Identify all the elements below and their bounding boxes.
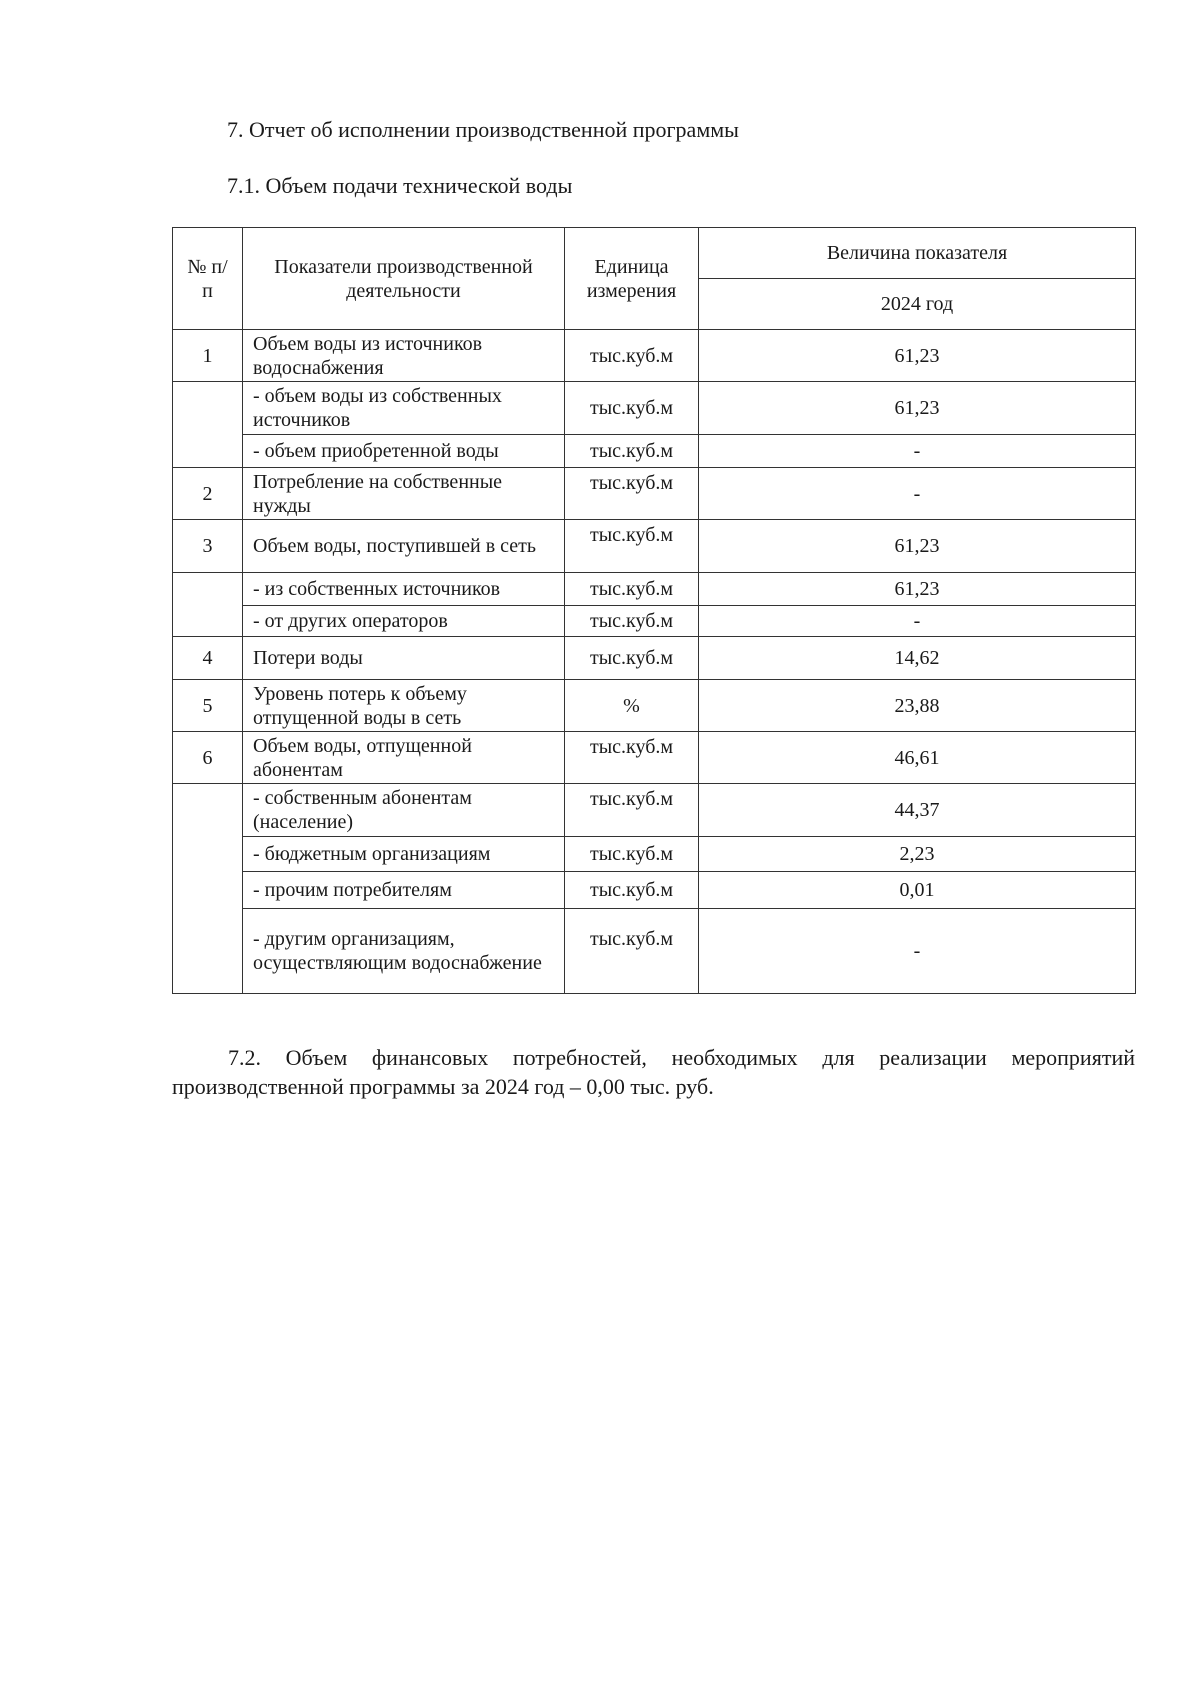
- row-num: [173, 382, 243, 468]
- paragraph-7-2: 7.2. Объем финансовых потребностей, необходимых для реализации мероприятий производственной программы за 2024 год – 0,00 тыс. руб.: [172, 1045, 1135, 1099]
- row-value: 2,23: [699, 837, 1136, 872]
- subsection-title: 7.1. Объем подачи технической воды: [227, 173, 573, 198]
- row-value: 0,01: [699, 872, 1136, 909]
- row-indicator: Объем воды, поступившей в сеть: [243, 520, 565, 573]
- header-value-group: Величина показателя: [699, 228, 1136, 279]
- row-unit: тыс.куб.м: [565, 520, 699, 573]
- table-row: [173, 468, 1136, 520]
- table-row: [173, 573, 1136, 606]
- row-value: -: [699, 435, 1136, 468]
- row-value: -: [699, 909, 1136, 994]
- row-indicator: Потери воды: [243, 637, 565, 680]
- row-indicator: - объем воды из собственных источников: [243, 382, 565, 435]
- row-value: 46,61: [699, 732, 1136, 784]
- row-unit: тыс.куб.м: [565, 468, 699, 520]
- header-unit: Единица измерения: [565, 228, 699, 330]
- table-row: [173, 606, 1136, 637]
- row-unit: тыс.куб.м: [565, 784, 699, 837]
- row-num: 6: [173, 732, 243, 784]
- table-row: [173, 872, 1136, 909]
- row-value: -: [699, 606, 1136, 637]
- section-title: 7. Отчет об исполнении производственной программы: [227, 117, 739, 142]
- row-indicator: Объем воды из источников водоснабжения: [243, 330, 565, 382]
- row-num: 5: [173, 680, 243, 732]
- row-indicator: - от других операторов: [243, 606, 565, 637]
- row-num: 3: [173, 520, 243, 573]
- row-unit: тыс.куб.м: [565, 637, 699, 680]
- row-unit: тыс.куб.м: [565, 382, 699, 435]
- row-value: -: [699, 468, 1136, 520]
- row-value: 44,37: [699, 784, 1136, 837]
- row-num: 4: [173, 637, 243, 680]
- row-value: 61,23: [699, 382, 1136, 435]
- row-indicator: Уровень потерь к объему отпущенной воды в сеть: [243, 680, 565, 732]
- row-value: 14,62: [699, 637, 1136, 680]
- row-indicator: Объем воды, отпущенной абонентам: [243, 732, 565, 784]
- row-indicator: - собственным абонентам (население): [243, 784, 565, 837]
- row-indicator: - объем приобретенной воды: [243, 435, 565, 468]
- row-num: [173, 573, 243, 637]
- row-num: 1: [173, 330, 243, 382]
- row-num: 2: [173, 468, 243, 520]
- table-row: [173, 637, 1136, 680]
- row-unit: тыс.куб.м: [565, 573, 699, 606]
- table-row: [173, 680, 1136, 732]
- row-unit: %: [565, 680, 699, 732]
- row-indicator: - прочим потребителям: [243, 872, 565, 909]
- row-value: 23,88: [699, 680, 1136, 732]
- row-value: 61,23: [699, 330, 1136, 382]
- row-unit: тыс.куб.м: [565, 909, 699, 994]
- row-unit: тыс.куб.м: [565, 732, 699, 784]
- row-unit: тыс.куб.м: [565, 837, 699, 872]
- row-indicator: - бюджетным организациям: [243, 837, 565, 872]
- row-indicator: - другим организациям, осуществляющим водоснабжение: [243, 909, 565, 994]
- table-row: [173, 330, 1136, 382]
- row-value: 61,23: [699, 520, 1136, 573]
- row-num: [173, 784, 243, 994]
- row-unit: тыс.куб.м: [565, 872, 699, 909]
- header-num: № п/п: [173, 228, 243, 330]
- header-year: 2024 год: [699, 279, 1136, 330]
- table-row: [173, 382, 1136, 435]
- table-row: [173, 520, 1136, 573]
- row-indicator: - из собственных источников: [243, 573, 565, 606]
- header-indicator: Показатели производственной деятельности: [243, 228, 565, 330]
- table-row: [173, 435, 1136, 468]
- table-row: [173, 909, 1136, 994]
- row-unit: тыс.куб.м: [565, 330, 699, 382]
- row-unit: тыс.куб.м: [565, 435, 699, 468]
- row-indicator: Потребление на собственные нужды: [243, 468, 565, 520]
- row-value: 61,23: [699, 573, 1136, 606]
- table-row: [173, 732, 1136, 784]
- table-row: [173, 784, 1136, 837]
- indicators-table: [172, 227, 1136, 994]
- table-row: [173, 837, 1136, 872]
- row-unit: тыс.куб.м: [565, 606, 699, 637]
